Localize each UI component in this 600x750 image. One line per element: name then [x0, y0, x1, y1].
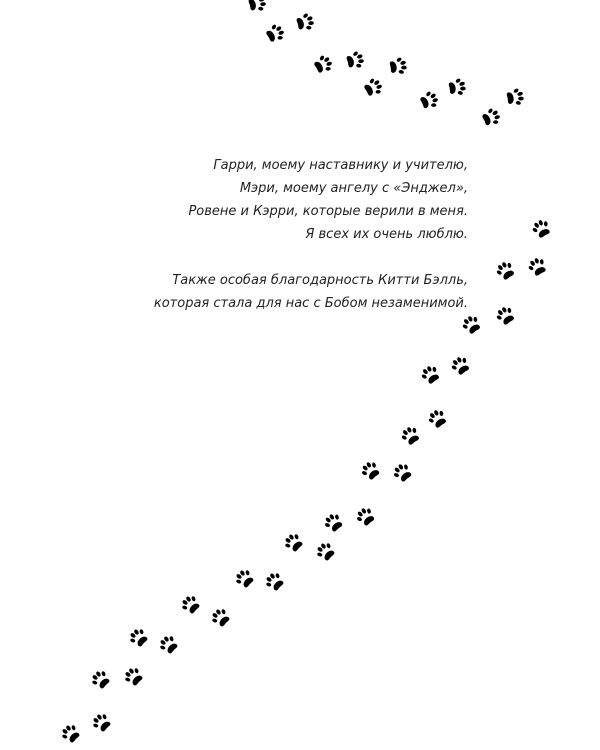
- paw-print-icon: [89, 710, 113, 734]
- paw-print-icon: [208, 605, 232, 629]
- paw-print-icon: [295, 11, 315, 32]
- paw-print-icon: [493, 304, 517, 328]
- paw-print-icon: [121, 664, 145, 688]
- paw-print-icon: [480, 106, 502, 129]
- paw-print-icon: [345, 49, 365, 70]
- dedication-stanza: [108, 154, 468, 246]
- paw-print-icon: [493, 259, 517, 283]
- paw-print-icon: [418, 363, 442, 387]
- dedication-line: Я всех их очень люблю.: [305, 227, 468, 242]
- paw-print-icon: [525, 255, 549, 278]
- paw-print-icon: [312, 52, 335, 76]
- paw-print-icon: [390, 460, 414, 484]
- dedication-text: [108, 154, 468, 338]
- paw-print-icon: [425, 407, 449, 431]
- paw-print-icon: [156, 632, 180, 656]
- paw-print-icon: [398, 424, 422, 448]
- acknowledgement-line: которая стала для нас с Бобом незаменимой.: [153, 296, 468, 311]
- paw-print-icon: [529, 217, 553, 240]
- paw-print-icon: [321, 510, 345, 534]
- paw-print-icon: [362, 75, 385, 99]
- paw-print-icon: [313, 539, 337, 563]
- paw-print-icon: [281, 530, 305, 554]
- dedication-line: Мэри, моему ангелу с «Энджел»,: [239, 181, 468, 196]
- paw-print-icon: [126, 625, 150, 649]
- paw-print-icon: [232, 566, 256, 590]
- paw-print-icon: [448, 354, 472, 378]
- acknowledgement-line: Также особая благодарность Китти Бэлль,: [172, 273, 468, 288]
- paw-print-icon: [58, 721, 82, 745]
- paw-print-icon: [88, 667, 112, 691]
- paw-print-icon: [389, 56, 408, 76]
- paw-print-icon: [178, 592, 202, 616]
- paw-print-icon: [264, 21, 287, 45]
- acknowledgement-stanza: [108, 269, 468, 315]
- paw-print-icon: [353, 504, 377, 528]
- paw-print-icon: [418, 89, 440, 112]
- paw-print-icon: [358, 458, 382, 482]
- paw-print-icon: [247, 0, 267, 14]
- dedication-line: Ровене и Кэрри, которые верили в меня.: [188, 204, 468, 219]
- paw-print-icon: [506, 87, 525, 107]
- paw-print-icon: [448, 77, 467, 97]
- paw-print-icon: [262, 569, 286, 593]
- dedication-line: Гарри, моему наставнику и учителю,: [213, 158, 468, 173]
